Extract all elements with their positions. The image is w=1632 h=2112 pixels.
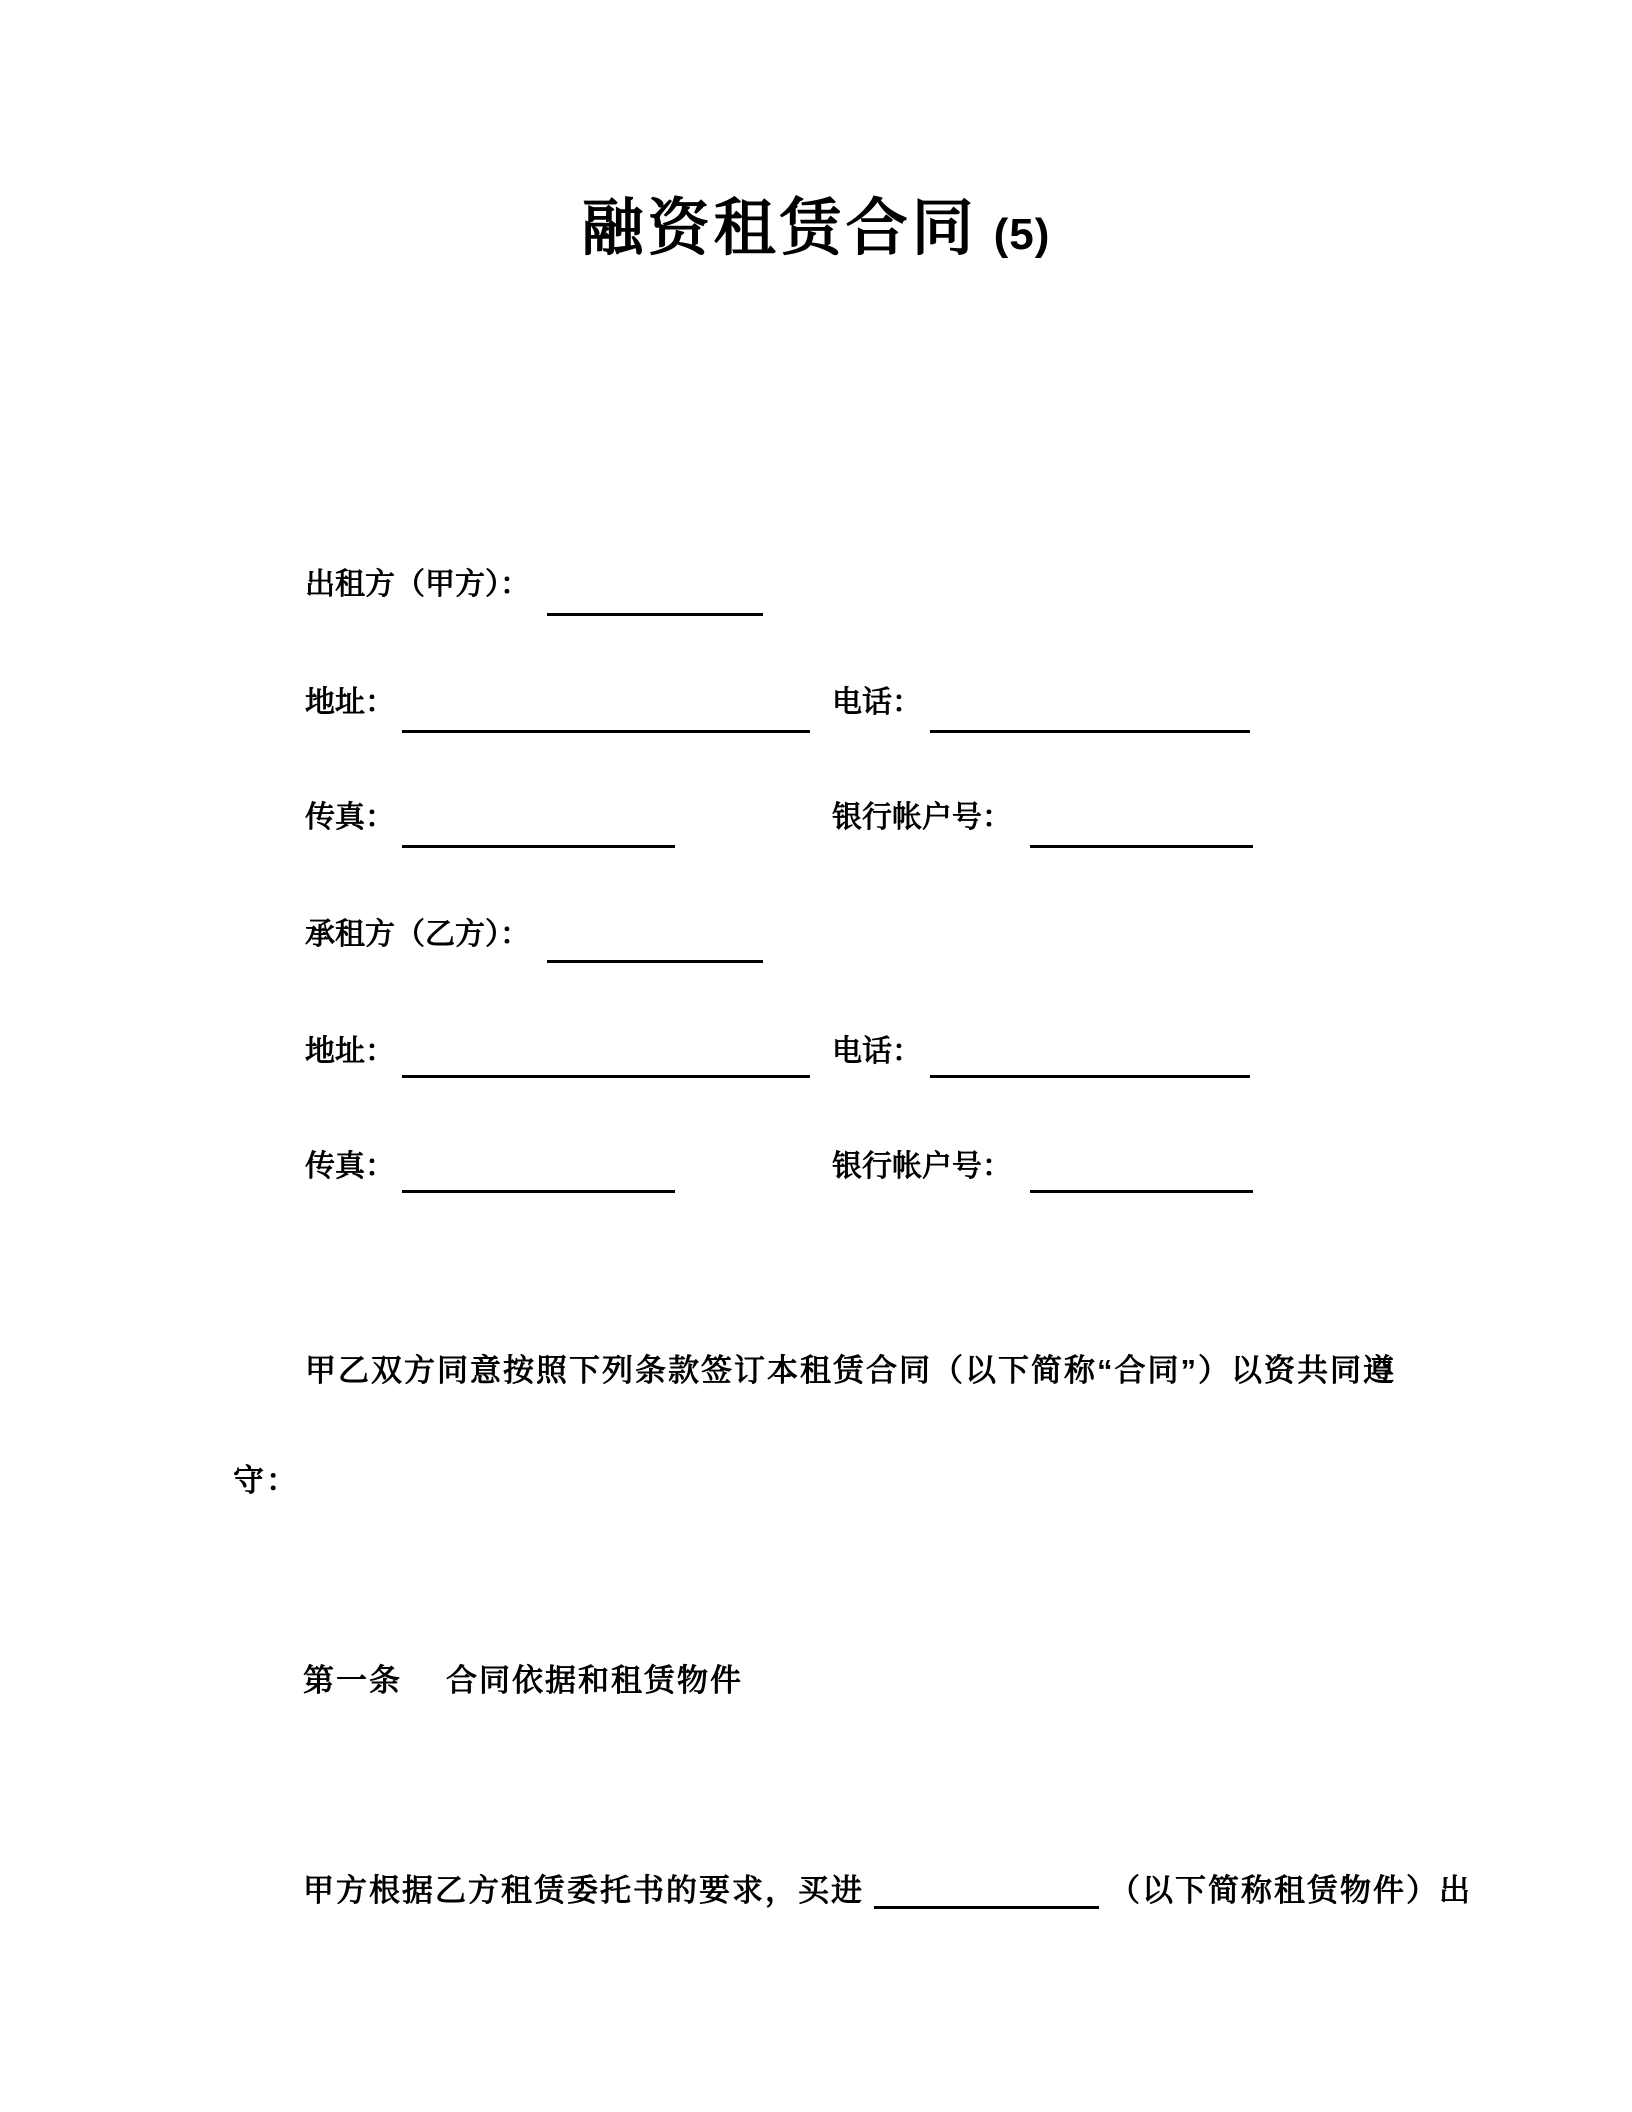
lessor-bank-label: 银行帐户号： bbox=[832, 801, 1012, 834]
lessee-name-blank[interactable] bbox=[547, 960, 763, 963]
section1-number: 第一条 bbox=[303, 1663, 402, 1698]
lessor-name-label: 出租方（甲方）： bbox=[305, 568, 530, 601]
lessor-fax-label: 传真： bbox=[305, 801, 395, 834]
document-title bbox=[0, 194, 1632, 270]
lessee-address-label: 地址： bbox=[305, 1035, 395, 1068]
clause-paragraph bbox=[303, 1871, 1472, 1911]
section1-heading bbox=[303, 1661, 743, 1701]
lessee-fax-label: 传真： bbox=[305, 1150, 395, 1183]
lessor-bank-blank[interactable] bbox=[1030, 845, 1253, 848]
purchase-item-blank[interactable] bbox=[874, 1906, 1099, 1909]
title-number: (5) bbox=[993, 210, 1051, 259]
intro-line-2: 守： bbox=[233, 1463, 299, 1498]
lessor-fax-blank[interactable] bbox=[402, 845, 675, 848]
lessee-fax-blank[interactable] bbox=[402, 1190, 675, 1193]
lessor-phone-label: 电话： bbox=[832, 686, 922, 719]
lessee-phone-label: 电话： bbox=[832, 1035, 922, 1068]
lessee-phone-blank[interactable] bbox=[930, 1075, 1250, 1078]
lessor-address-blank[interactable] bbox=[402, 730, 810, 733]
lessee-bank-blank[interactable] bbox=[1030, 1190, 1253, 1193]
section1-title: 合同依据和租赁物件 bbox=[446, 1663, 743, 1698]
title-text: 融资租赁合同 bbox=[581, 194, 978, 263]
lessee-bank-label: 银行帐户号： bbox=[832, 1150, 1012, 1183]
clause-text-after: （以下简称租赁物件）出 bbox=[1109, 1873, 1472, 1908]
clause-text-before: 甲方根据乙方租赁委托书的要求，买进 bbox=[303, 1873, 864, 1908]
lessee-address-blank[interactable] bbox=[402, 1075, 810, 1078]
lessee-name-label: 承租方（乙方）： bbox=[305, 918, 530, 951]
intro-line-1: 甲乙双方同意按照下列条款签订本租赁合同（以下简称“合同”）以资共同遵 bbox=[305, 1353, 1396, 1388]
lessor-name-blank[interactable] bbox=[547, 613, 763, 616]
lessor-address-label: 地址： bbox=[305, 686, 395, 719]
lessor-phone-blank[interactable] bbox=[930, 730, 1250, 733]
